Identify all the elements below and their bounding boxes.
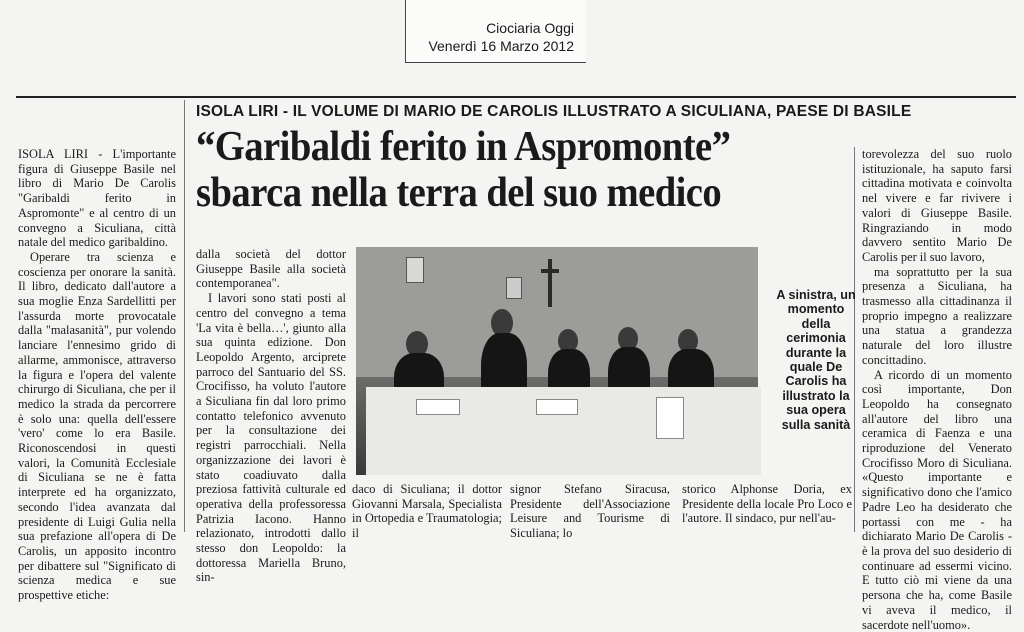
headline-line-1: “Garibaldi ferito in Aspromonte” xyxy=(196,124,731,170)
crucifix-icon xyxy=(541,259,559,307)
bottom-text-block: signor Stefano Siracusa, Presidente dell'Associazione Leisure and Tourisme di Siculiana; lo xyxy=(510,482,670,541)
name-card xyxy=(416,399,460,415)
bottom-text-block: storico Alphonse Doria, ex Presidente della locale Pro Loco e l'autore. Il sindaco, pur nell'au- xyxy=(682,482,852,526)
wall-picture xyxy=(506,277,522,299)
article-headline xyxy=(196,124,803,216)
paragraph: Operare tra scienza e coscienza per onorare la sanità. Il libro, dedicato dall'autore a sua moglie Enza Sardellitti per l'assurda morte provocatale dalla "malasanità", pur volendo lanciare l'ennesimo grido di allarme, ammonisce, attraverso la figura e l'opera del valente chirurgo di Siculiana, che per il medico la strada da percorrere è solo una: quella dell'essere 'vero' come lo era Basile. Riconoscendosi in questi valori, la Comunità Ecclesiale di Siculiana se ne è fatta interprete ed ha organizzato, secondo l'idea avanzata dal presidente di Luigi Gulia nella sua prefazione all'opera di De Carolis, un apposito incontro per dibattere sul "Significato di scienza medica e sue prospettive etiche: xyxy=(18,249,176,603)
column-1 xyxy=(18,147,176,603)
paragraph: A ricordo di un momento così importante, Don Leopoldo ha consegnato all'autore del libro una ceramica di Faenza e una riproduzione del Venerato Crocifisso Moro di Siculiana. «Questo importante e significativo dono che l'amico Padre Leo ha desiderato che portassi con me - ha dichiarato Mario De Carolis - è la prova del suo desiderio di continuare ad essermi vicino. E tutto ciò mi viene da una persona che ha, come Basile vi aveva il medico, il sacerdote nell'uomo». xyxy=(862,367,1012,632)
paragraph: torevolezza del suo ruolo istituzionale, ha saputo farsi cittadina motivata e coinvolta nel vivere e far rivivere i valori di Giuseppe Basile. Ringraziando in modo davvero sentito Mario De Carolis per il suo lavoro, xyxy=(862,147,1012,264)
bottom-text-block: daco di Siculiana; il dottor Giovanni Marsala, Specialista in Ortopedia e Traumatologia; il xyxy=(352,482,502,541)
top-rule xyxy=(16,96,1016,98)
ceremony-photo xyxy=(356,247,758,475)
column-2 xyxy=(196,247,346,585)
newspaper-name: Ciociaria Oggi xyxy=(486,20,574,36)
paragraph: ma soprattutto per la sua presenza a Siculiana, ha trasmesso alla cittadinanza il proprio impegno a realizzare una statua a grandezza naturale del loro illustre concittadino. xyxy=(862,264,1012,367)
column-5 xyxy=(862,147,1012,632)
photo-caption: A sinistra, un momento della cerimonia durante la quale De Carolis ha illustrato la sua opera sulla sanità xyxy=(776,288,856,432)
issue-date: Venerdì 16 Marzo 2012 xyxy=(428,38,574,54)
column-divider xyxy=(184,100,185,532)
masthead xyxy=(405,0,586,63)
wall-picture xyxy=(406,257,424,283)
book-display xyxy=(656,397,684,439)
paragraph: I lavori sono stati posti al centro del convegno a tema 'La vita è bella…', giunto alla sua quinta edizione. Don Leopoldo Argento, arciprete parroco del Santuario del SS. Crocifisso, ha voluto l'autore a Siculiana fin dal loro primo contatto telefonico avvenuto per la consultazione dei registri parrocchiali. Nella organizzazione dei lavori è stato coadiuvato dalla preziosa fattività culturale ed operativa della professoressa Patrizia Iacono. Hanno relazionato, introdotti dallo stesso don Leopoldo: la dottoressa Mariella Bruno, sin- xyxy=(196,291,346,585)
name-card xyxy=(536,399,578,415)
paragraph: dalla società del dottor Giuseppe Basile alla società contemporanea". xyxy=(196,247,346,291)
paragraph: ISOLA LIRI - L'importante figura di Giuseppe Basile nel libro di Mario De Carolis "Garibaldi ferito in Aspromonte" e al centro di un convegno a Siculiana, città natale del medico garibaldino. xyxy=(18,147,176,250)
headline-line-2: sbarca nella terra del suo medico xyxy=(196,170,722,216)
article-kicker: ISOLA LIRI - IL VOLUME DI MARIO DE CAROLIS ILLUSTRATO A SICULIANA, PAESE DI BASILE xyxy=(196,103,912,120)
